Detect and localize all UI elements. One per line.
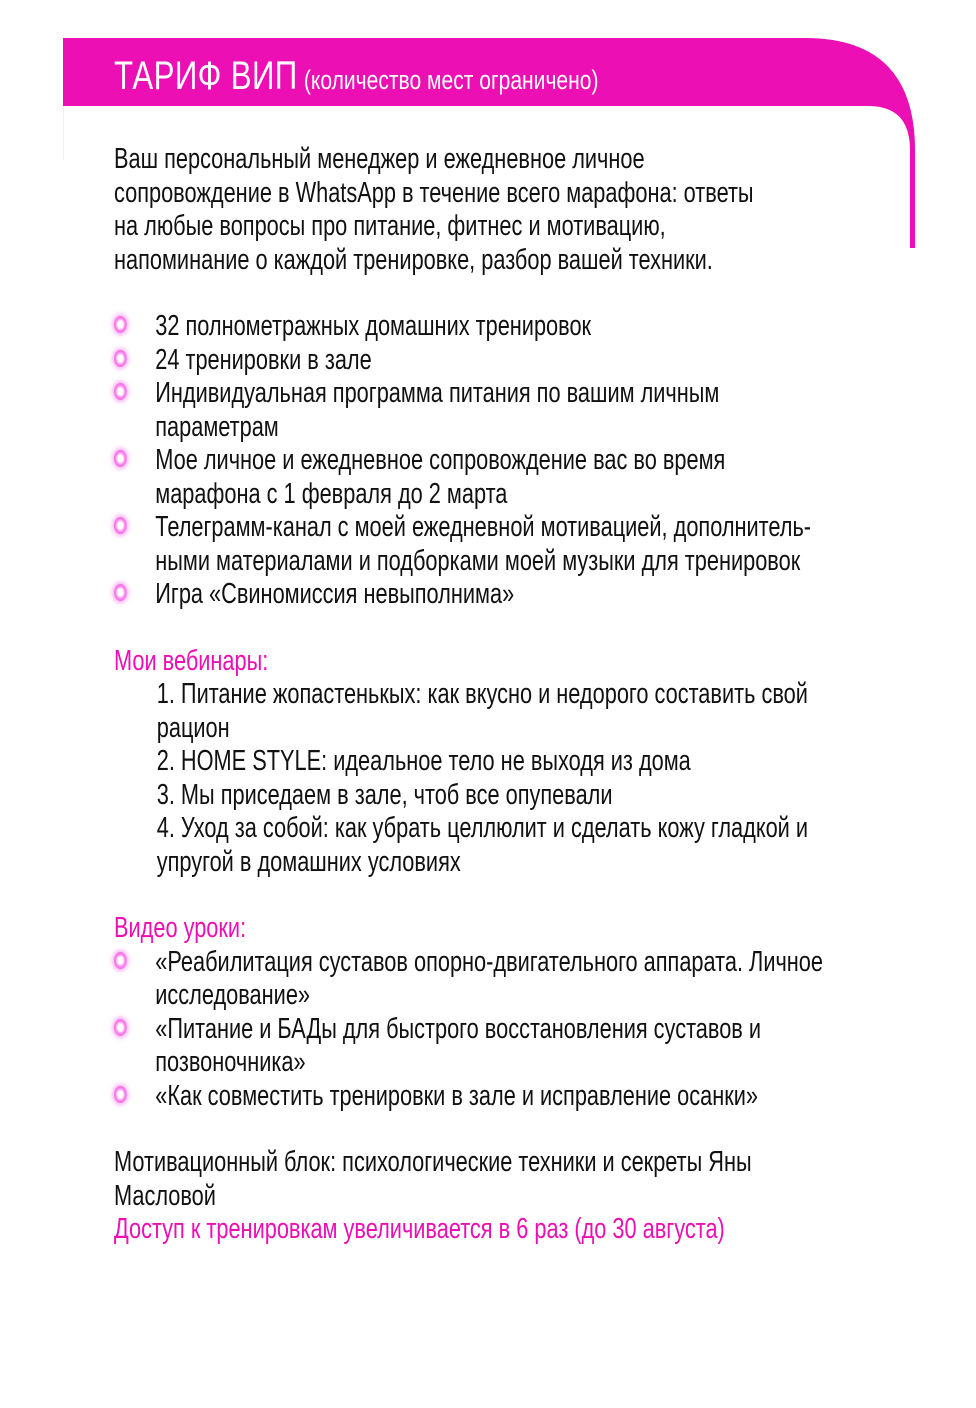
feature-line: ными материалами и подборками моей музыки для тренировок [155, 544, 801, 577]
glow-bullet-icon [114, 450, 127, 467]
webinar-list [114, 678, 864, 879]
video-lesson-line: «Как совместить тренировки в зале и исправление осанки» [155, 1079, 759, 1112]
intro-line: напоминание о каждой тренировке, разбор вашей техники. [114, 243, 713, 276]
tariff-content [114, 143, 864, 1247]
feature-line: 32 полнометражных домашних тренировок [155, 310, 592, 342]
feature-line: Мое личное и ежедневное сопровождение вас во время [155, 444, 726, 476]
video-lesson-item [114, 1080, 864, 1114]
webinars-title: Мои вебинары: [114, 644, 269, 677]
video-lesson-list [114, 946, 864, 1114]
feature-item [114, 511, 864, 578]
feature-list [114, 310, 864, 612]
webinar-line: 2. HOME STYLE: идеальное тело не выходя из дома [156, 745, 691, 777]
webinar-line: рацион [156, 711, 230, 744]
tariff-title: ТАРИФ ВИП [114, 54, 298, 98]
webinar-line: 1. Питание жопастенькых: как вкусно и недорого составить свой [156, 678, 808, 710]
motivation-block [114, 1146, 864, 1213]
glow-bullet-icon [114, 584, 127, 601]
intro-line: на любые вопросы про питание, фитнес и мотивацию, [114, 210, 666, 242]
webinar-item [157, 745, 864, 779]
video-lessons-title: Видео уроки: [114, 912, 247, 944]
intro-line: Ваш персональный менеджер и ежедневное личное [114, 143, 645, 175]
feature-line: марафона с 1 февраля до 2 марта [155, 477, 508, 510]
glow-bullet-icon [114, 383, 127, 400]
feature-line: 24 тренировки в зале [155, 343, 372, 376]
glow-bullet-icon [114, 316, 127, 333]
header-title [114, 46, 598, 106]
motivation-line: Масловой [114, 1179, 216, 1212]
webinar-item [157, 812, 864, 879]
feature-item [114, 344, 864, 378]
motivation-line: Мотивационный блок: психологические техники и секреты Яны [114, 1146, 752, 1178]
video-lesson-line: «Питание и БАДы для быстрого восстановления суставов и [155, 1012, 762, 1045]
webinar-line: 3. Мы приседаем в зале, чтоб все опупевали [156, 778, 613, 811]
video-lesson-item [114, 1013, 864, 1080]
glow-bullet-icon [114, 517, 127, 534]
video-lesson-line: исследование» [155, 979, 311, 1011]
intro-text [114, 143, 864, 277]
feature-item [114, 310, 864, 344]
feature-line: параметрам [155, 410, 279, 443]
webinar-item [157, 678, 864, 745]
webinar-line: упругой в домашних условиях [156, 845, 461, 878]
feature-item [114, 578, 864, 612]
video-lesson-item [114, 946, 864, 1013]
glow-bullet-icon [114, 952, 127, 969]
feature-item [114, 444, 864, 511]
webinar-line: 4. Уход за собой: как убрать целлюлит и сделать кожу гладкой и [156, 812, 809, 844]
glow-bullet-icon [114, 1086, 127, 1103]
intro-line: сопровождение в WhatsApp в течение всего марафона: ответы [114, 176, 754, 209]
glow-bullet-icon [114, 1019, 127, 1036]
tariff-note: (количество мест ограничено) [303, 65, 599, 95]
video-lesson-line: позвоночника» [155, 1046, 306, 1078]
feature-line: Игра «Свиномиссия невыполнима» [155, 578, 515, 610]
feature-item [114, 377, 864, 444]
webinar-item [157, 779, 864, 813]
glow-bullet-icon [114, 350, 127, 367]
feature-line: Телеграмм-канал с моей ежедневной мотивацией, дополнитель- [155, 511, 812, 543]
video-lesson-line: «Реабилитация суставов опорно-двигательного аппарата. Личное [155, 945, 824, 978]
feature-line: Индивидуальная программа питания по вашим личным [155, 377, 720, 409]
access-note: Доступ к тренировкам увеличивается в 6 раз (до 30 августа) [114, 1213, 725, 1245]
